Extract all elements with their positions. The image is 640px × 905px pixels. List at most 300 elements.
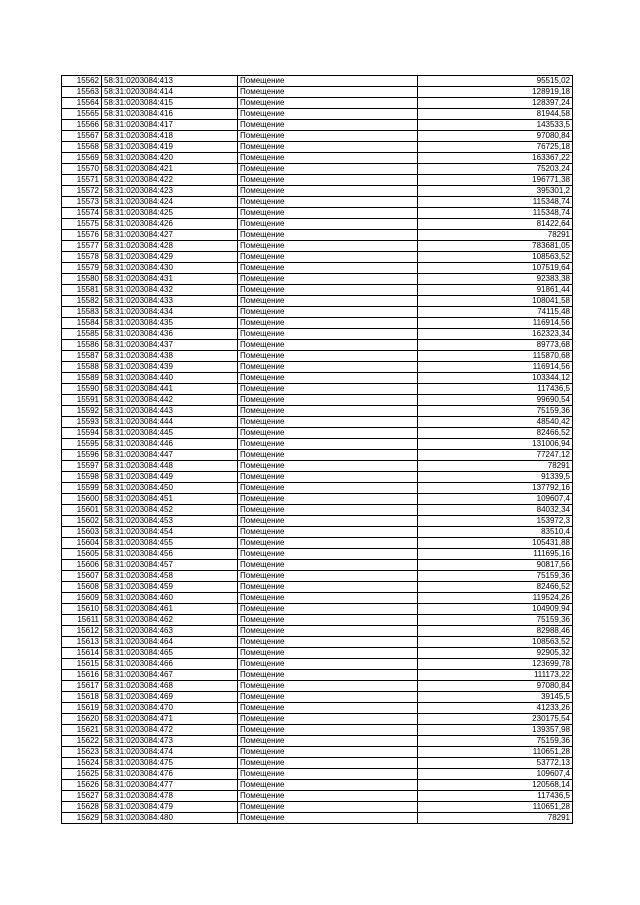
object-type-cell: Помещение bbox=[238, 714, 418, 725]
cadastral-number-cell: 58:31:0203084:453 bbox=[102, 516, 238, 527]
row-number-cell: 15613 bbox=[62, 637, 102, 648]
value-cell: 89773,68 bbox=[418, 340, 573, 351]
row-number-cell: 15618 bbox=[62, 692, 102, 703]
value-cell: 110651,28 bbox=[418, 747, 573, 758]
row-number-cell: 15573 bbox=[62, 197, 102, 208]
row-number-cell: 15617 bbox=[62, 681, 102, 692]
row-number-cell: 15593 bbox=[62, 417, 102, 428]
value-cell: 97080,84 bbox=[418, 681, 573, 692]
row-number-cell: 15582 bbox=[62, 296, 102, 307]
object-type-cell: Помещение bbox=[238, 274, 418, 285]
table-row bbox=[62, 582, 573, 593]
cadastral-number-cell: 58:31:0203084:418 bbox=[102, 131, 238, 142]
cadastral-number-cell: 58:31:0203084:458 bbox=[102, 571, 238, 582]
object-type-cell: Помещение bbox=[238, 373, 418, 384]
table-row bbox=[62, 670, 573, 681]
cadastral-number-cell: 58:31:0203084:440 bbox=[102, 373, 238, 384]
value-cell: 75203,24 bbox=[418, 164, 573, 175]
row-number-cell: 15567 bbox=[62, 131, 102, 142]
row-number-cell: 15562 bbox=[62, 76, 102, 87]
object-type-cell: Помещение bbox=[238, 450, 418, 461]
cadastral-number-cell: 58:31:0203084:437 bbox=[102, 340, 238, 351]
cadastral-number-cell: 58:31:0203084:480 bbox=[102, 813, 238, 824]
value-cell: 120568,14 bbox=[418, 780, 573, 791]
value-cell: 153972,3 bbox=[418, 516, 573, 527]
object-type-cell: Помещение bbox=[238, 131, 418, 142]
cadastral-number-cell: 58:31:0203084:449 bbox=[102, 472, 238, 483]
cadastral-number-cell: 58:31:0203084:439 bbox=[102, 362, 238, 373]
table-row bbox=[62, 637, 573, 648]
object-type-cell: Помещение bbox=[238, 516, 418, 527]
table-row bbox=[62, 362, 573, 373]
cadastral-number-cell: 58:31:0203084:463 bbox=[102, 626, 238, 637]
cadastral-number-cell: 58:31:0203084:478 bbox=[102, 791, 238, 802]
row-number-cell: 15583 bbox=[62, 307, 102, 318]
cadastral-number-cell: 58:31:0203084:443 bbox=[102, 406, 238, 417]
value-cell: 109607,4 bbox=[418, 494, 573, 505]
table-row bbox=[62, 450, 573, 461]
cadastral-number-cell: 58:31:0203084:429 bbox=[102, 252, 238, 263]
object-type-cell: Помещение bbox=[238, 329, 418, 340]
table-row bbox=[62, 153, 573, 164]
row-number-cell: 15574 bbox=[62, 208, 102, 219]
table-row bbox=[62, 472, 573, 483]
table-row bbox=[62, 494, 573, 505]
object-type-cell: Помещение bbox=[238, 780, 418, 791]
table-row bbox=[62, 351, 573, 362]
value-cell: 143533,5 bbox=[418, 120, 573, 131]
table-row bbox=[62, 197, 573, 208]
object-type-cell: Помещение bbox=[238, 494, 418, 505]
value-cell: 76725,18 bbox=[418, 142, 573, 153]
object-type-cell: Помещение bbox=[238, 505, 418, 516]
cadastral-number-cell: 58:31:0203084:415 bbox=[102, 98, 238, 109]
object-type-cell: Помещение bbox=[238, 175, 418, 186]
row-number-cell: 15585 bbox=[62, 329, 102, 340]
value-cell: 111173,22 bbox=[418, 670, 573, 681]
object-type-cell: Помещение bbox=[238, 692, 418, 703]
value-cell: 99690,54 bbox=[418, 395, 573, 406]
table-row bbox=[62, 219, 573, 230]
value-cell: 117436,5 bbox=[418, 384, 573, 395]
object-type-cell: Помещение bbox=[238, 241, 418, 252]
row-number-cell: 15607 bbox=[62, 571, 102, 582]
value-cell: 115348,74 bbox=[418, 208, 573, 219]
cadastral-number-cell: 58:31:0203084:465 bbox=[102, 648, 238, 659]
value-cell: 75159,36 bbox=[418, 736, 573, 747]
table-row bbox=[62, 340, 573, 351]
row-number-cell: 15580 bbox=[62, 274, 102, 285]
table-row bbox=[62, 131, 573, 142]
cadastral-number-cell: 58:31:0203084:433 bbox=[102, 296, 238, 307]
value-cell: 196771,38 bbox=[418, 175, 573, 186]
object-type-cell: Помещение bbox=[238, 219, 418, 230]
row-number-cell: 15581 bbox=[62, 285, 102, 296]
value-cell: 119524,26 bbox=[418, 593, 573, 604]
cadastral-number-cell: 58:31:0203084:469 bbox=[102, 692, 238, 703]
value-cell: 103344,12 bbox=[418, 373, 573, 384]
cadastral-number-cell: 58:31:0203084:455 bbox=[102, 538, 238, 549]
table-row bbox=[62, 780, 573, 791]
table-row bbox=[62, 571, 573, 582]
table-row bbox=[62, 318, 573, 329]
cadastral-number-cell: 58:31:0203084:417 bbox=[102, 120, 238, 131]
object-type-cell: Помещение bbox=[238, 538, 418, 549]
cadastral-number-cell: 58:31:0203084:464 bbox=[102, 637, 238, 648]
object-type-cell: Помещение bbox=[238, 747, 418, 758]
cadastral-number-cell: 58:31:0203084:444 bbox=[102, 417, 238, 428]
object-type-cell: Помещение bbox=[238, 142, 418, 153]
value-cell: 115348,74 bbox=[418, 197, 573, 208]
value-cell: 48540,42 bbox=[418, 417, 573, 428]
object-type-cell: Помещение bbox=[238, 186, 418, 197]
row-number-cell: 15579 bbox=[62, 263, 102, 274]
value-cell: 74115,48 bbox=[418, 307, 573, 318]
row-number-cell: 15624 bbox=[62, 758, 102, 769]
cadastral-number-cell: 58:31:0203084:466 bbox=[102, 659, 238, 670]
value-cell: 116914,56 bbox=[418, 362, 573, 373]
cadastral-number-cell: 58:31:0203084:428 bbox=[102, 241, 238, 252]
table-row bbox=[62, 703, 573, 714]
row-number-cell: 15592 bbox=[62, 406, 102, 417]
cadastral-number-cell: 58:31:0203084:441 bbox=[102, 384, 238, 395]
table-row bbox=[62, 120, 573, 131]
row-number-cell: 15619 bbox=[62, 703, 102, 714]
row-number-cell: 15627 bbox=[62, 791, 102, 802]
object-type-cell: Помещение bbox=[238, 637, 418, 648]
object-type-cell: Помещение bbox=[238, 307, 418, 318]
cadastral-number-cell: 58:31:0203084:419 bbox=[102, 142, 238, 153]
row-number-cell: 15614 bbox=[62, 648, 102, 659]
object-type-cell: Помещение bbox=[238, 659, 418, 670]
value-cell: 53772,13 bbox=[418, 758, 573, 769]
object-type-cell: Помещение bbox=[238, 285, 418, 296]
value-cell: 82988,46 bbox=[418, 626, 573, 637]
table-row bbox=[62, 87, 573, 98]
cadastral-number-cell: 58:31:0203084:424 bbox=[102, 197, 238, 208]
value-cell: 77247,12 bbox=[418, 450, 573, 461]
table-row bbox=[62, 263, 573, 274]
cadastral-number-cell: 58:31:0203084:472 bbox=[102, 725, 238, 736]
row-number-cell: 15622 bbox=[62, 736, 102, 747]
table-row bbox=[62, 395, 573, 406]
object-type-cell: Помещение bbox=[238, 406, 418, 417]
value-cell: 81944,58 bbox=[418, 109, 573, 120]
object-type-cell: Помещение bbox=[238, 439, 418, 450]
object-type-cell: Помещение bbox=[238, 648, 418, 659]
row-number-cell: 15602 bbox=[62, 516, 102, 527]
object-type-cell: Помещение bbox=[238, 527, 418, 538]
value-cell: 78291 bbox=[418, 813, 573, 824]
table-row bbox=[62, 692, 573, 703]
object-type-cell: Помещение bbox=[238, 802, 418, 813]
table-row bbox=[62, 758, 573, 769]
value-cell: 39145,5 bbox=[418, 692, 573, 703]
row-number-cell: 15587 bbox=[62, 351, 102, 362]
table-row bbox=[62, 516, 573, 527]
table-row bbox=[62, 252, 573, 263]
row-number-cell: 15611 bbox=[62, 615, 102, 626]
row-number-cell: 15572 bbox=[62, 186, 102, 197]
value-cell: 783681,05 bbox=[418, 241, 573, 252]
cadastral-number-cell: 58:31:0203084:477 bbox=[102, 780, 238, 791]
table-row bbox=[62, 549, 573, 560]
cadastral-number-cell: 58:31:0203084:414 bbox=[102, 87, 238, 98]
value-cell: 128919,18 bbox=[418, 87, 573, 98]
cadastral-number-cell: 58:31:0203084:479 bbox=[102, 802, 238, 813]
table-row bbox=[62, 175, 573, 186]
object-type-cell: Помещение bbox=[238, 736, 418, 747]
cadastral-number-cell: 58:31:0203084:460 bbox=[102, 593, 238, 604]
cadastral-number-cell: 58:31:0203084:434 bbox=[102, 307, 238, 318]
row-number-cell: 15609 bbox=[62, 593, 102, 604]
row-number-cell: 15588 bbox=[62, 362, 102, 373]
table-row bbox=[62, 230, 573, 241]
object-type-cell: Помещение bbox=[238, 670, 418, 681]
cadastral-number-cell: 58:31:0203084:435 bbox=[102, 318, 238, 329]
row-number-cell: 15596 bbox=[62, 450, 102, 461]
row-number-cell: 15563 bbox=[62, 87, 102, 98]
table-row bbox=[62, 813, 573, 824]
object-type-cell: Помещение bbox=[238, 428, 418, 439]
value-cell: 139357,98 bbox=[418, 725, 573, 736]
object-type-cell: Помещение bbox=[238, 461, 418, 472]
row-number-cell: 15606 bbox=[62, 560, 102, 571]
row-number-cell: 15566 bbox=[62, 120, 102, 131]
row-number-cell: 15599 bbox=[62, 483, 102, 494]
object-type-cell: Помещение bbox=[238, 98, 418, 109]
row-number-cell: 15600 bbox=[62, 494, 102, 505]
row-number-cell: 15605 bbox=[62, 549, 102, 560]
table-row bbox=[62, 626, 573, 637]
object-type-cell: Помещение bbox=[238, 76, 418, 87]
cadastral-number-cell: 58:31:0203084:452 bbox=[102, 505, 238, 516]
object-type-cell: Помещение bbox=[238, 582, 418, 593]
table-row bbox=[62, 329, 573, 340]
object-type-cell: Помещение bbox=[238, 571, 418, 582]
object-type-cell: Помещение bbox=[238, 560, 418, 571]
object-type-cell: Помещение bbox=[238, 164, 418, 175]
row-number-cell: 15565 bbox=[62, 109, 102, 120]
table-row bbox=[62, 593, 573, 604]
table-row bbox=[62, 714, 573, 725]
cadastral-number-cell: 58:31:0203084:476 bbox=[102, 769, 238, 780]
value-cell: 131006,94 bbox=[418, 439, 573, 450]
table-row bbox=[62, 461, 573, 472]
value-cell: 78291 bbox=[418, 230, 573, 241]
object-type-cell: Помещение bbox=[238, 263, 418, 274]
table-row bbox=[62, 736, 573, 747]
table-row bbox=[62, 725, 573, 736]
cadastral-number-cell: 58:31:0203084:475 bbox=[102, 758, 238, 769]
row-number-cell: 15608 bbox=[62, 582, 102, 593]
cadastral-number-cell: 58:31:0203084:446 bbox=[102, 439, 238, 450]
object-type-cell: Помещение bbox=[238, 153, 418, 164]
cadastral-number-cell: 58:31:0203084:459 bbox=[102, 582, 238, 593]
value-cell: 81422,64 bbox=[418, 219, 573, 230]
value-cell: 75159,36 bbox=[418, 571, 573, 582]
value-cell: 163367,22 bbox=[418, 153, 573, 164]
object-type-cell: Помещение bbox=[238, 87, 418, 98]
value-cell: 123699,78 bbox=[418, 659, 573, 670]
object-type-cell: Помещение bbox=[238, 395, 418, 406]
table-row bbox=[62, 439, 573, 450]
row-number-cell: 15610 bbox=[62, 604, 102, 615]
cadastral-number-cell: 58:31:0203084:445 bbox=[102, 428, 238, 439]
object-type-cell: Помещение bbox=[238, 769, 418, 780]
cadastral-number-cell: 58:31:0203084:430 bbox=[102, 263, 238, 274]
table-row bbox=[62, 483, 573, 494]
cadastral-number-cell: 58:31:0203084:447 bbox=[102, 450, 238, 461]
table-row bbox=[62, 615, 573, 626]
cadastral-number-cell: 58:31:0203084:425 bbox=[102, 208, 238, 219]
cadastral-number-cell: 58:31:0203084:462 bbox=[102, 615, 238, 626]
cadastral-number-cell: 58:31:0203084:467 bbox=[102, 670, 238, 681]
row-number-cell: 15586 bbox=[62, 340, 102, 351]
row-number-cell: 15621 bbox=[62, 725, 102, 736]
value-cell: 110651,28 bbox=[418, 802, 573, 813]
object-type-cell: Помещение bbox=[238, 318, 418, 329]
object-type-cell: Помещение bbox=[238, 472, 418, 483]
object-type-cell: Помещение bbox=[238, 758, 418, 769]
cadastral-number-cell: 58:31:0203084:436 bbox=[102, 329, 238, 340]
value-cell: 82466,52 bbox=[418, 582, 573, 593]
cadastral-number-cell: 58:31:0203084:448 bbox=[102, 461, 238, 472]
value-cell: 78291 bbox=[418, 461, 573, 472]
value-cell: 107519,64 bbox=[418, 263, 573, 274]
value-cell: 90817,56 bbox=[418, 560, 573, 571]
object-type-cell: Помещение bbox=[238, 252, 418, 263]
cadastral-number-cell: 58:31:0203084:450 bbox=[102, 483, 238, 494]
cadastral-number-cell: 58:31:0203084:422 bbox=[102, 175, 238, 186]
table-row bbox=[62, 384, 573, 395]
cadastral-number-cell: 58:31:0203084:413 bbox=[102, 76, 238, 87]
table-body bbox=[62, 76, 573, 824]
table-row bbox=[62, 406, 573, 417]
row-number-cell: 15564 bbox=[62, 98, 102, 109]
value-cell: 109607,4 bbox=[418, 769, 573, 780]
object-type-cell: Помещение bbox=[238, 725, 418, 736]
row-number-cell: 15598 bbox=[62, 472, 102, 483]
value-cell: 91861,44 bbox=[418, 285, 573, 296]
value-cell: 84032,34 bbox=[418, 505, 573, 516]
object-type-cell: Помещение bbox=[238, 120, 418, 131]
object-type-cell: Помещение bbox=[238, 340, 418, 351]
cadastral-number-cell: 58:31:0203084:427 bbox=[102, 230, 238, 241]
row-number-cell: 15578 bbox=[62, 252, 102, 263]
cadastral-number-cell: 58:31:0203084:456 bbox=[102, 549, 238, 560]
table-row bbox=[62, 428, 573, 439]
value-cell: 105431,88 bbox=[418, 538, 573, 549]
value-cell: 395301,2 bbox=[418, 186, 573, 197]
row-number-cell: 15597 bbox=[62, 461, 102, 472]
table-row bbox=[62, 505, 573, 516]
value-cell: 95515,02 bbox=[418, 76, 573, 87]
row-number-cell: 15591 bbox=[62, 395, 102, 406]
row-number-cell: 15604 bbox=[62, 538, 102, 549]
value-cell: 108563,52 bbox=[418, 252, 573, 263]
cadastral-number-cell: 58:31:0203084:432 bbox=[102, 285, 238, 296]
cadastral-number-cell: 58:31:0203084:457 bbox=[102, 560, 238, 571]
object-type-cell: Помещение bbox=[238, 362, 418, 373]
row-number-cell: 15601 bbox=[62, 505, 102, 516]
table-row bbox=[62, 142, 573, 153]
object-type-cell: Помещение bbox=[238, 615, 418, 626]
table-row bbox=[62, 307, 573, 318]
table-row bbox=[62, 648, 573, 659]
row-number-cell: 15571 bbox=[62, 175, 102, 186]
row-number-cell: 15595 bbox=[62, 439, 102, 450]
cadastral-number-cell: 58:31:0203084:471 bbox=[102, 714, 238, 725]
table-row bbox=[62, 241, 573, 252]
row-number-cell: 15620 bbox=[62, 714, 102, 725]
row-number-cell: 15568 bbox=[62, 142, 102, 153]
value-cell: 111695,16 bbox=[418, 549, 573, 560]
table-row bbox=[62, 769, 573, 780]
row-number-cell: 15584 bbox=[62, 318, 102, 329]
row-number-cell: 15603 bbox=[62, 527, 102, 538]
value-cell: 104909,94 bbox=[418, 604, 573, 615]
value-cell: 116914,56 bbox=[418, 318, 573, 329]
table-row bbox=[62, 747, 573, 758]
table-row bbox=[62, 109, 573, 120]
data-table bbox=[61, 75, 573, 824]
row-number-cell: 15569 bbox=[62, 153, 102, 164]
table-row bbox=[62, 538, 573, 549]
cadastral-number-cell: 58:31:0203084:468 bbox=[102, 681, 238, 692]
table-row bbox=[62, 791, 573, 802]
cadastral-number-cell: 58:31:0203084:451 bbox=[102, 494, 238, 505]
object-type-cell: Помещение bbox=[238, 549, 418, 560]
object-type-cell: Помещение bbox=[238, 109, 418, 120]
table-row bbox=[62, 186, 573, 197]
row-number-cell: 15612 bbox=[62, 626, 102, 637]
object-type-cell: Помещение bbox=[238, 593, 418, 604]
table-row bbox=[62, 659, 573, 670]
value-cell: 91339,5 bbox=[418, 472, 573, 483]
table-row bbox=[62, 164, 573, 175]
row-number-cell: 15589 bbox=[62, 373, 102, 384]
row-number-cell: 15577 bbox=[62, 241, 102, 252]
value-cell: 128397,24 bbox=[418, 98, 573, 109]
value-cell: 230175,54 bbox=[418, 714, 573, 725]
row-number-cell: 15623 bbox=[62, 747, 102, 758]
object-type-cell: Помещение bbox=[238, 417, 418, 428]
row-number-cell: 15594 bbox=[62, 428, 102, 439]
object-type-cell: Помещение bbox=[238, 351, 418, 362]
row-number-cell: 15628 bbox=[62, 802, 102, 813]
table-row bbox=[62, 274, 573, 285]
cadastral-number-cell: 58:31:0203084:420 bbox=[102, 153, 238, 164]
table-row bbox=[62, 373, 573, 384]
cadastral-number-cell: 58:31:0203084:423 bbox=[102, 186, 238, 197]
object-type-cell: Помещение bbox=[238, 791, 418, 802]
cadastral-number-cell: 58:31:0203084:470 bbox=[102, 703, 238, 714]
value-cell: 83510,4 bbox=[418, 527, 573, 538]
object-type-cell: Помещение bbox=[238, 296, 418, 307]
value-cell: 162323,34 bbox=[418, 329, 573, 340]
table-row bbox=[62, 208, 573, 219]
table-row bbox=[62, 98, 573, 109]
row-number-cell: 15625 bbox=[62, 769, 102, 780]
table-row bbox=[62, 604, 573, 615]
value-cell: 75159,36 bbox=[418, 406, 573, 417]
object-type-cell: Помещение bbox=[238, 197, 418, 208]
value-cell: 82466,52 bbox=[418, 428, 573, 439]
object-type-cell: Помещение bbox=[238, 681, 418, 692]
value-cell: 97080,84 bbox=[418, 131, 573, 142]
table-row bbox=[62, 681, 573, 692]
